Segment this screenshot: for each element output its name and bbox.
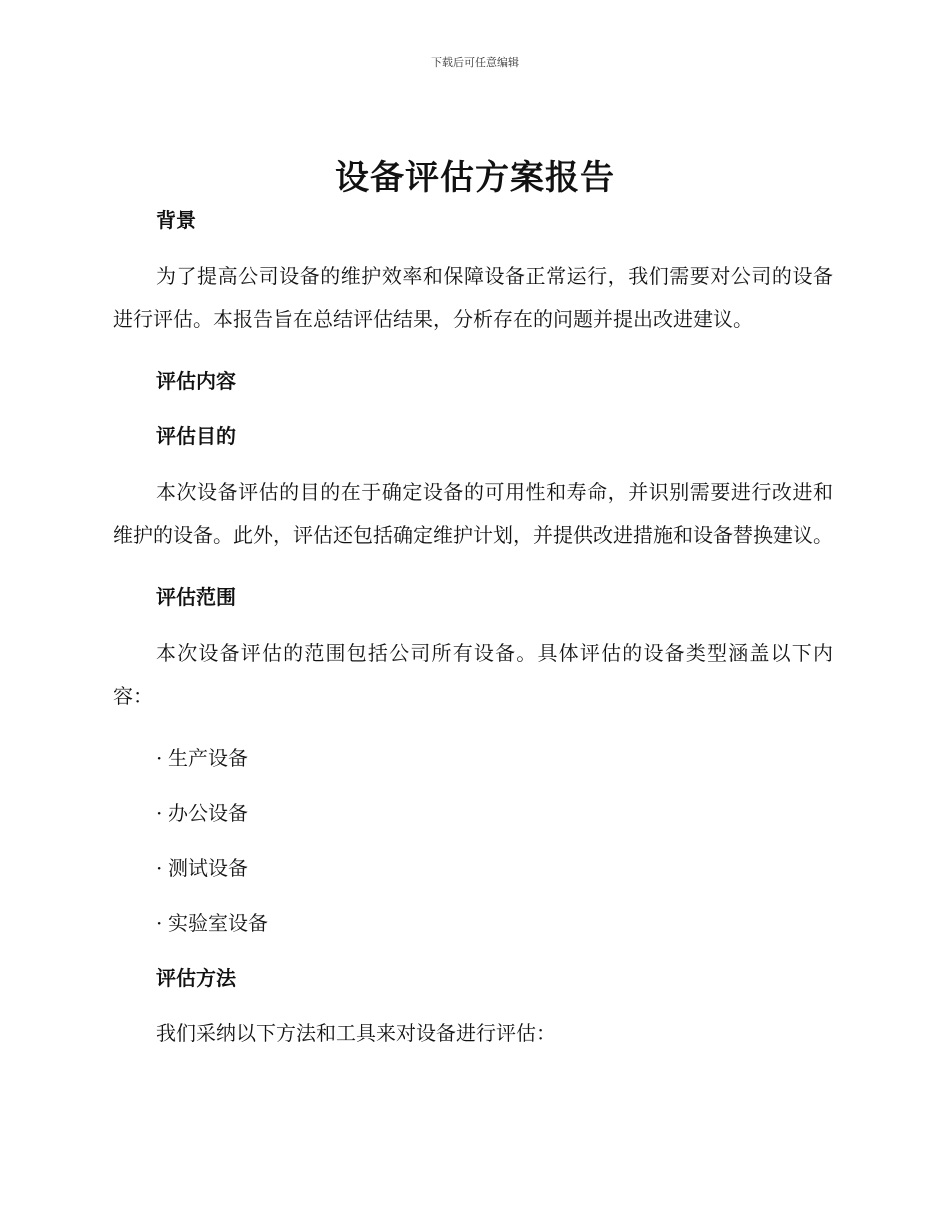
page-header-note: 下载后可任意编辑 bbox=[431, 56, 519, 69]
heading-evaluation-scope: 评估范围 bbox=[156, 585, 236, 609]
list-item-label: 实验室设备 bbox=[168, 911, 268, 935]
list-item bbox=[113, 799, 833, 827]
paragraph-evaluation-scope: 本次设备评估的范围包括公司所有设备。具体评估的设备类型涵盖以下内容： bbox=[113, 641, 833, 708]
paragraph-evaluation-method: 我们采纳以下方法和工具来对设备进行评估： bbox=[156, 1021, 556, 1045]
bullet-mark: · bbox=[156, 911, 163, 935]
list-item-label: 测试设备 bbox=[168, 856, 248, 880]
list-item-label: 生产设备 bbox=[168, 746, 248, 770]
list-item bbox=[113, 909, 833, 937]
paragraph-evaluation-purpose: 本次设备评估的目的在于确定设备的可用性和寿命，并识别需要进行改进和维护的设备。此外，评估还包括确定维护计划，并提供改进措施和设备替换建议。 bbox=[113, 480, 833, 547]
list-item bbox=[113, 854, 833, 882]
heading-background: 背景 bbox=[156, 208, 196, 232]
bullet-mark: · bbox=[156, 856, 163, 880]
bullet-mark: · bbox=[156, 801, 163, 825]
heading-evaluation-content: 评估内容 bbox=[156, 369, 236, 393]
document-title: 设备评估方案报告 bbox=[335, 158, 615, 198]
bullet-mark: · bbox=[156, 746, 163, 770]
list-item bbox=[113, 744, 833, 772]
list-item-label: 办公设备 bbox=[168, 801, 248, 825]
document-body bbox=[113, 204, 833, 1055]
heading-evaluation-purpose: 评估目的 bbox=[156, 424, 236, 448]
heading-evaluation-method: 评估方法 bbox=[156, 966, 236, 990]
paragraph-background: 为了提高公司设备的维护效率和保障设备正常运行，我们需要对公司的设备进行评估。本报告旨在总结评估结果，分析存在的问题并提出改进建议。 bbox=[113, 264, 833, 331]
